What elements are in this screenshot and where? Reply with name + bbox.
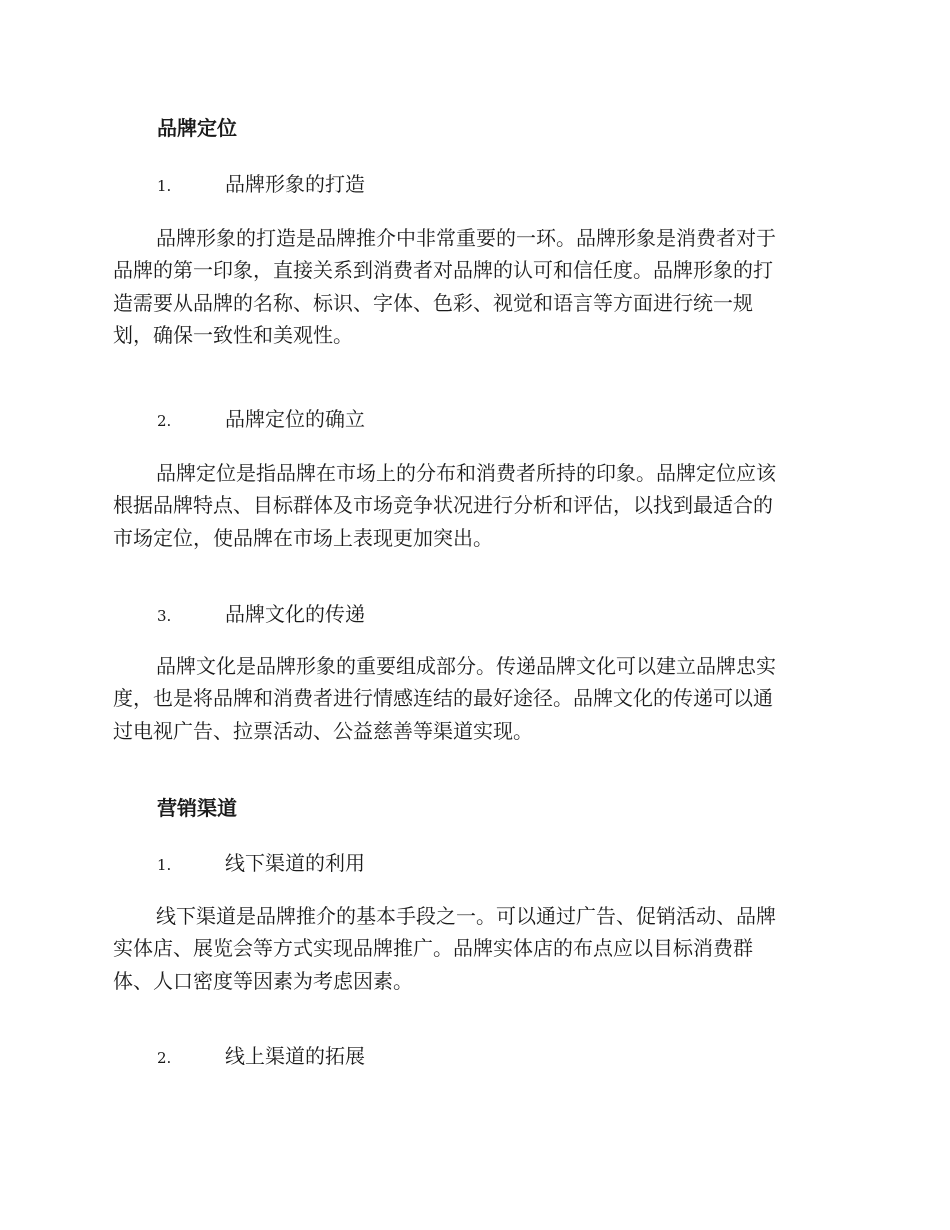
list-item-number: 3. [157,607,172,625]
paragraph [113,900,833,997]
list-item-number: 2. [157,412,172,430]
list-item-number: 1. [157,177,172,195]
paragraph [113,650,833,747]
section-heading-marketing-channels: 营销渠道 [157,796,237,820]
list-item-heading [157,405,365,435]
paragraph-line: 造需要从品牌的名称、标识、字体、色彩、视觉和语言等方面进行统一规 [113,290,753,315]
paragraph-line: 市场定位，使品牌在市场上表现更加突出。 [113,525,493,550]
paragraph [113,222,833,351]
list-item-title: 品牌定位的确立 [225,407,365,431]
paragraph-line: 品牌文化是品牌形象的重要组成部分。传递品牌文化可以建立品牌忠实 [156,654,776,678]
list-item-title: 品牌形象的打造 [225,172,365,196]
paragraph-line: 划，确保一致性和美观性。 [113,322,353,347]
list-item-number: 2. [157,1049,172,1067]
paragraph-line: 品牌的第一印象，直接关系到消费者对品牌的认可和信任度。品牌形象的打 [113,258,773,283]
list-item-heading [157,1042,365,1072]
paragraph [113,457,833,554]
list-item-heading [157,600,365,630]
list-item-number: 1. [157,856,172,874]
list-item-title: 线下渠道的利用 [225,851,365,875]
section-heading-brand-positioning: 品牌定位 [157,116,237,140]
list-item-title: 线上渠道的拓展 [225,1044,365,1068]
paragraph-line: 过电视广告、拉票活动、公益慈善等渠道实现。 [113,718,533,743]
paragraph-line: 体、人口密度等因素为考虑因素。 [113,968,413,993]
paragraph-line: 根据品牌特点、目标群体及市场竞争状况进行分析和评估，以找到最适合的 [113,493,773,518]
paragraph-line: 品牌定位是指品牌在市场上的分布和消费者所持的印象。品牌定位应该 [156,461,776,485]
list-item-heading [157,849,365,879]
paragraph-line: 线下渠道是品牌推介的基本手段之一。可以通过广告、促销活动、品牌 [156,904,776,928]
paragraph-line: 品牌形象的打造是品牌推介中非常重要的一环。品牌形象是消费者对于 [156,226,776,250]
paragraph-line: 度，也是将品牌和消费者进行情感连结的最好途径。品牌文化的传递可以通 [113,686,773,711]
list-item-title: 品牌文化的传递 [225,602,365,626]
list-item-heading [157,170,365,200]
paragraph-line: 实体店、展览会等方式实现品牌推广。品牌实体店的布点应以目标消费群 [113,936,753,961]
